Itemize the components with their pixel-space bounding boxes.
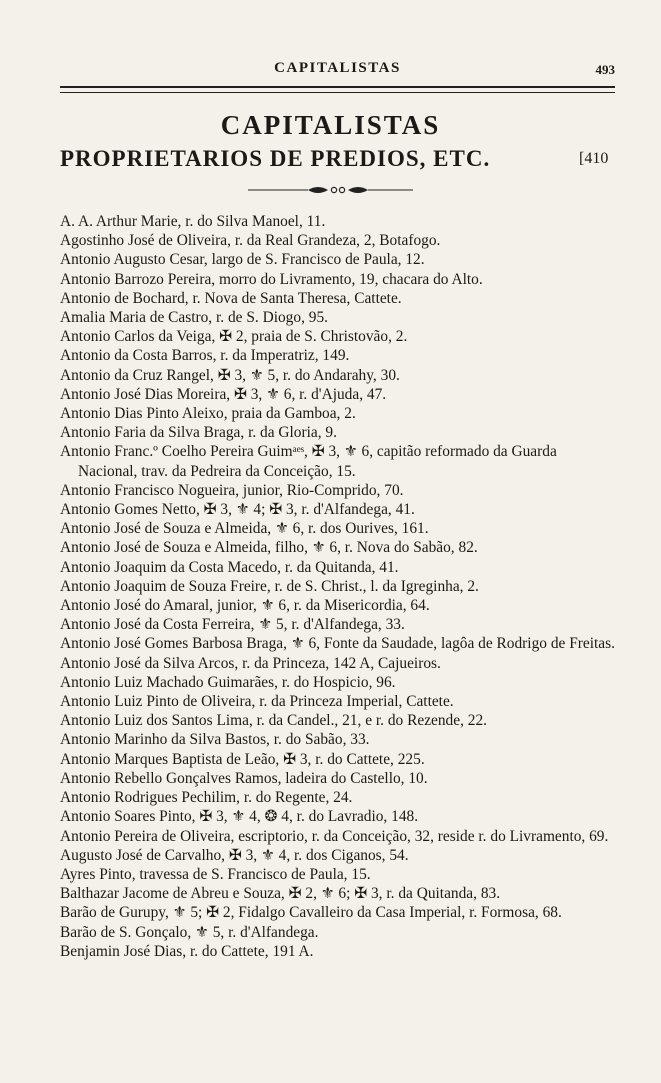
- header-rule-thick: [60, 86, 615, 88]
- list-item: Augusto José de Carvalho, ✠ 3, ⚜ 4, r. dos Ciganos, 54.: [60, 846, 409, 864]
- list-item: Amalia Maria de Castro, r. de S. Diogo, 95.: [60, 309, 329, 327]
- header-rule-thin: [60, 92, 615, 93]
- list-item: Antonio José do Amaral, junior, ⚜ 6, r. da Misericordia, 64.: [60, 597, 430, 615]
- list-item: Barão de S. Gonçalo, ⚜ 5, r. d'Alfandega.: [60, 923, 319, 941]
- list-item: Antonio Marques Baptista de Leão, ✠ 3, r. do Cattete, 225.: [60, 750, 425, 768]
- list-item: Antonio José da Costa Ferreira, ⚜ 5, r. d'Alfandega, 33.: [60, 616, 405, 634]
- list-item: Benjamin José Dias, r. do Cattete, 191 A.: [60, 942, 314, 960]
- list-item: A. A. Arthur Marie, r. do Silva Manoel, 11.: [60, 213, 326, 230]
- list-item: Antonio Marinho da Silva Bastos, r. do Sabão, 33.: [60, 731, 370, 749]
- list-item: Antonio de Bochard, r. Nova de Santa Theresa, Cattete.: [60, 289, 402, 307]
- list-item: Antonio Carlos da Veiga, ✠ 2, praia de S. Christovão, 2.: [60, 328, 408, 346]
- entry-list: [60, 212, 620, 961]
- list-item: Antonio Dias Pinto Aleixo, praia da Gamboa, 2.: [60, 405, 356, 423]
- list-item: Antonio Franc.º Coelho Pereira Guimᵃᵉˢ, ✠ 3, ⚜ 6, capitão reformado da Guarda Nacional, trav. da Pedreira da Conceição, 15.: [60, 443, 557, 480]
- running-header: [60, 56, 615, 84]
- list-item: Antonio José Gomes Barbosa Braga, ⚜ 6, Fonte da Saudade, lagôa de Rodrigo de Freitas.: [60, 635, 615, 653]
- list-item: Antonio Rodrigues Pechilim, r. do Regente, 24.: [60, 789, 353, 807]
- list-item: Antonio Augusto Cesar, largo de S. Francisco de Paula, 12.: [60, 251, 425, 269]
- list-item: Antonio José da Silva Arcos, r. da Princeza, 142 A, Cajueiros.: [60, 654, 441, 672]
- section-subtitle: PROPRIETARIOS DE PREDIOS, ETC.: [60, 146, 491, 171]
- list-item: Barão de Gurupy, ⚜ 5; ✠ 2, Fidalgo Cavalleiro da Casa Imperial, r. Formosa, 68.: [60, 904, 562, 922]
- list-item: Agostinho José de Oliveira, r. da Real Grandeza, 2, Botafogo.: [60, 232, 441, 250]
- list-item: Antonio Luiz Pinto de Oliveira, r. da Princeza Imperial, Cattete.: [60, 693, 454, 711]
- ornament-divider: [248, 183, 413, 197]
- running-title: CAPITALISTAS: [274, 60, 401, 76]
- list-item: Antonio Pereira de Oliveira, escriptorio, r. da Conceição, 32, reside r. do Livramento, 69.: [60, 827, 609, 845]
- list-item: Antonio Francisco Nogueira, junior, Rio-Comprido, 70.: [60, 481, 404, 499]
- page-number: 493: [595, 62, 615, 77]
- list-item: Antonio Joaquim da Costa Macedo, r. da Quitanda, 41.: [60, 558, 399, 576]
- list-item: Antonio da Costa Barros, r. da Imperatriz, 149.: [60, 347, 350, 365]
- list-item: Antonio Rebello Gonçalves Ramos, ladeira do Castello, 10.: [60, 769, 428, 787]
- list-item: Antonio Joaquim de Souza Freire, r. de S. Christ., l. da Igreginha, 2.: [60, 577, 479, 595]
- list-item: Antonio Soares Pinto, ✠ 3, ⚜ 4, ❂ 4, r. do Lavradio, 148.: [60, 808, 419, 826]
- list-item: Antonio José Dias Moreira, ✠ 3, ⚜ 6, r. d'Ajuda, 47.: [60, 385, 387, 403]
- list-item: Ayres Pinto, travessa de S. Francisco de Paula, 15.: [60, 865, 371, 883]
- list-item: Antonio José de Souza e Almeida, filho, ⚜ 6, r. Nova do Sabão, 82.: [60, 539, 478, 557]
- reference-number: [410: [579, 150, 609, 167]
- page-title: CAPITALISTAS: [220, 110, 441, 140]
- list-item: Antonio Gomes Netto, ✠ 3, ⚜ 4; ✠ 3, r. d'Alfandega, 41.: [60, 501, 415, 519]
- list-item: Antonio Luiz dos Santos Lima, r. da Candel., 21, e r. do Rezende, 22.: [60, 712, 488, 730]
- list-item: Antonio Barrozo Pereira, morro do Livramento, 19, chacara do Alto.: [60, 270, 483, 288]
- list-item: Antonio José de Souza e Almeida, ⚜ 6, r. dos Ourives, 161.: [60, 520, 429, 538]
- list-item: Antonio da Cruz Rangel, ✠ 3, ⚜ 5, r. do Andarahy, 30.: [60, 366, 400, 384]
- list-item: Balthazar Jacome de Abreu e Souza, ✠ 2, ⚜ 6; ✠ 3, r. da Quitanda, 83.: [60, 885, 501, 903]
- list-item: Antonio Faria da Silva Braga, r. da Gloria, 9.: [60, 424, 337, 442]
- list-item: Antonio Luiz Machado Guimarães, r. do Hospicio, 96.: [60, 673, 396, 691]
